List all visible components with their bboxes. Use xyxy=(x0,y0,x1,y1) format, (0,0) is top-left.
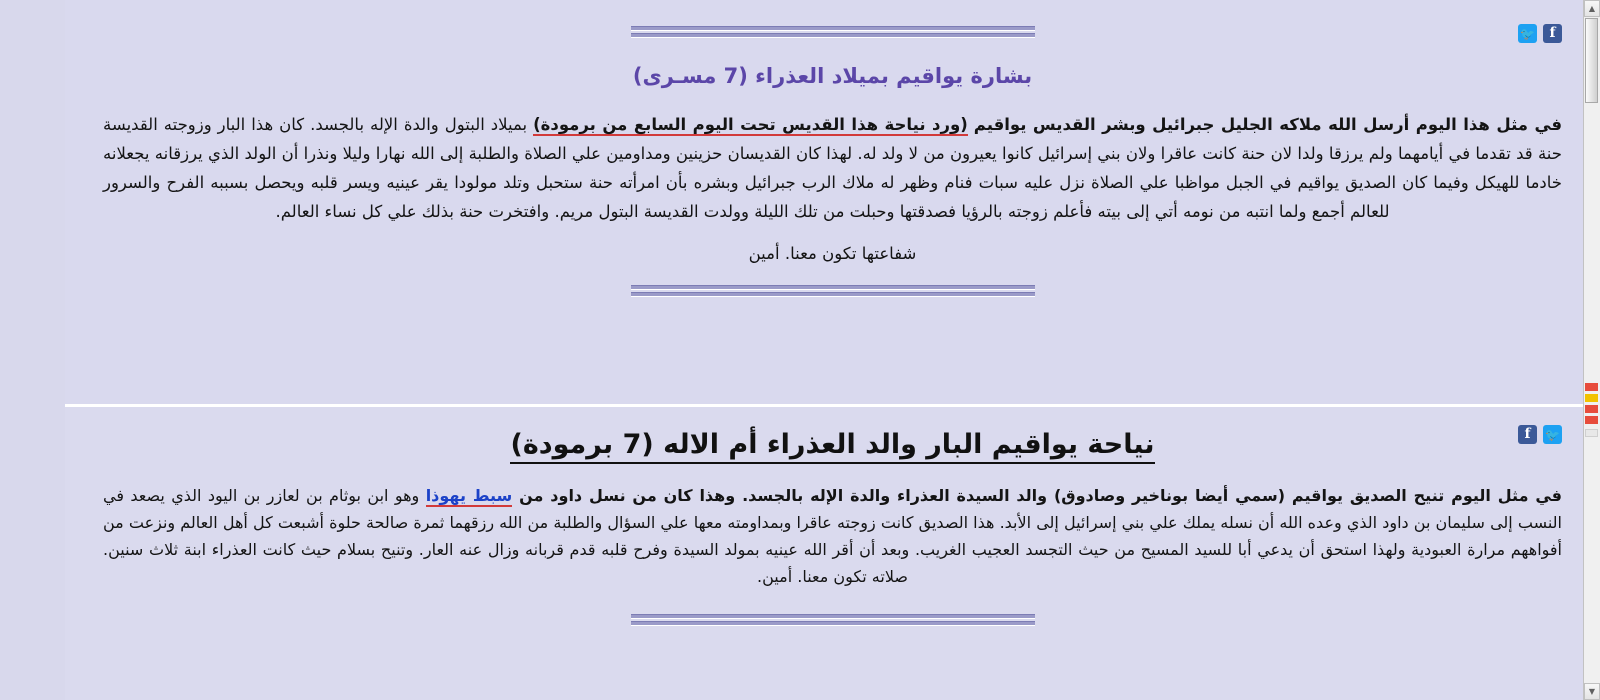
scrollbar-mark xyxy=(1585,383,1598,391)
scrollbar-mark xyxy=(1585,394,1598,402)
article-column xyxy=(65,0,1600,700)
paragraph-body-text: بميلاد البتول والدة الإله بالجسد. كان هذا البار وزوجته القديسة حنة قد تقدما في أيامهما ولم يرزقا ولدا لان حنة كانت عاقرا ولان بني إسرائيل كانوا يعيرون من لا ولد له. لهذا كان القديسان حزينين ومداومين علي الصلاة والطلبة إلى الله نهارا وليلا ونذرا أن الولد الذي يرزقانه يجعلانه خادما للهيكل وفيما كان الصديق يواقيم في الجبل مواظبا علي الصلاة نزل عليه سبات فنام وظهر له ملاك الرب جبرائيل وبشره بأن امرأته حنة ستحبل وتلد مولودا يقر عينيه ويسر قلبه ويحصل بسببه الفرح والسرور للعالم أجمع ولما انتبه من نومه أتي إلى بيته فأعلم زوجته بالرؤيا فصدقتها وحبلت من تلك الليلة وولدت القديسة البتول مريم. وافتخرت حنة بذلك علي كل نساء العالم. xyxy=(103,115,1562,221)
article-section-annunciation xyxy=(65,24,1600,404)
closing-prayer-top: شفاعتها تكون معنا. أمين xyxy=(748,244,917,263)
section-title-annunciation: بشارة يواقيم بميلاد العذراء (7 مسـرى) xyxy=(632,64,1033,88)
paragraph-lead-bold: في مثل اليوم تنيح الصديق يواقيم (سمي أيضا بوناخير وصادوق) والد السيدة العذراء والدة الإله بالجسد. وهذا كان من نسل داود من xyxy=(512,486,1563,505)
scrollbar-mark xyxy=(1585,429,1598,437)
scroll-down-glyph: ▼ xyxy=(1588,686,1596,696)
divider-bar xyxy=(631,292,1035,297)
ornament-divider-bottom xyxy=(103,612,1562,626)
paragraph-annunciation xyxy=(103,110,1562,226)
facebook-share-icon[interactable] xyxy=(1518,425,1537,444)
scrollbar-thumb[interactable] xyxy=(1585,18,1598,103)
divider-bar xyxy=(631,26,1035,31)
paragraph-underlined-note: (ورد نياحة هذا القديس تحت اليوم السابع من برمودة) xyxy=(533,115,968,134)
scroll-up-arrow-icon[interactable] xyxy=(1584,0,1600,17)
scroll-down-arrow-icon[interactable] xyxy=(1584,683,1600,700)
divider-bar xyxy=(631,621,1035,626)
scrollbar-annotation-marks xyxy=(1585,383,1598,475)
article-section-repose xyxy=(65,404,1600,700)
ornament-divider-mid xyxy=(103,283,1562,297)
scroll-up-glyph: ▲ xyxy=(1588,3,1596,13)
section-title-repose-text: نياحة يواقيم البار والد العذراء أم الاله (7 برمودة) xyxy=(510,429,1154,464)
twitter-share-icon[interactable] xyxy=(1543,425,1562,444)
inline-link-tribe-judah[interactable]: سبط يهوذا xyxy=(425,486,513,505)
divider-bar xyxy=(631,614,1035,619)
paragraph-repose xyxy=(103,482,1562,590)
social-share-group-bottom xyxy=(1518,425,1562,444)
section-title-repose xyxy=(103,429,1562,460)
divider-bar xyxy=(631,33,1035,38)
scrollbar-mark xyxy=(1585,416,1598,424)
scrollbar-mark xyxy=(1585,405,1598,413)
divider-bar xyxy=(631,285,1035,290)
ornament-divider-top xyxy=(103,24,1562,38)
paragraph-lead-bold: في مثل هذا اليوم أرسل الله ملاكه الجليل جبرائيل وبشر القديس يواقيم xyxy=(973,115,1562,134)
vertical-scrollbar[interactable] xyxy=(1583,0,1600,700)
paragraph-body-text: وهو ابن بوثام بن لعازر بن اليود الذي يصعد في النسب إلى سليمان بن داود الذي وعده الله أن نسله يملك علي بني إسرائيل إلى الأبد. هذا الصديق كانت زوجته عاقرا وبمداومته معها علي السؤال والطلبة من الله رزقهما ثمرة صالحة حلوة أشبعت كل أهل العالم ونزعت من أفواههم مرارة العبودية ولهذا استحق أن يدعي أبا للسيد المسيح من حيث التجسد العجيب الغريب. وبعد أن أقر الله عينيه بمولد السيدة وفرح قلبه قدم قربانه وزال عنه العار. وتنيح بسلام حيث كانت العذراء ابنة ثلاث سنين. صلاته تكون معنا. أمين. xyxy=(103,486,1562,586)
